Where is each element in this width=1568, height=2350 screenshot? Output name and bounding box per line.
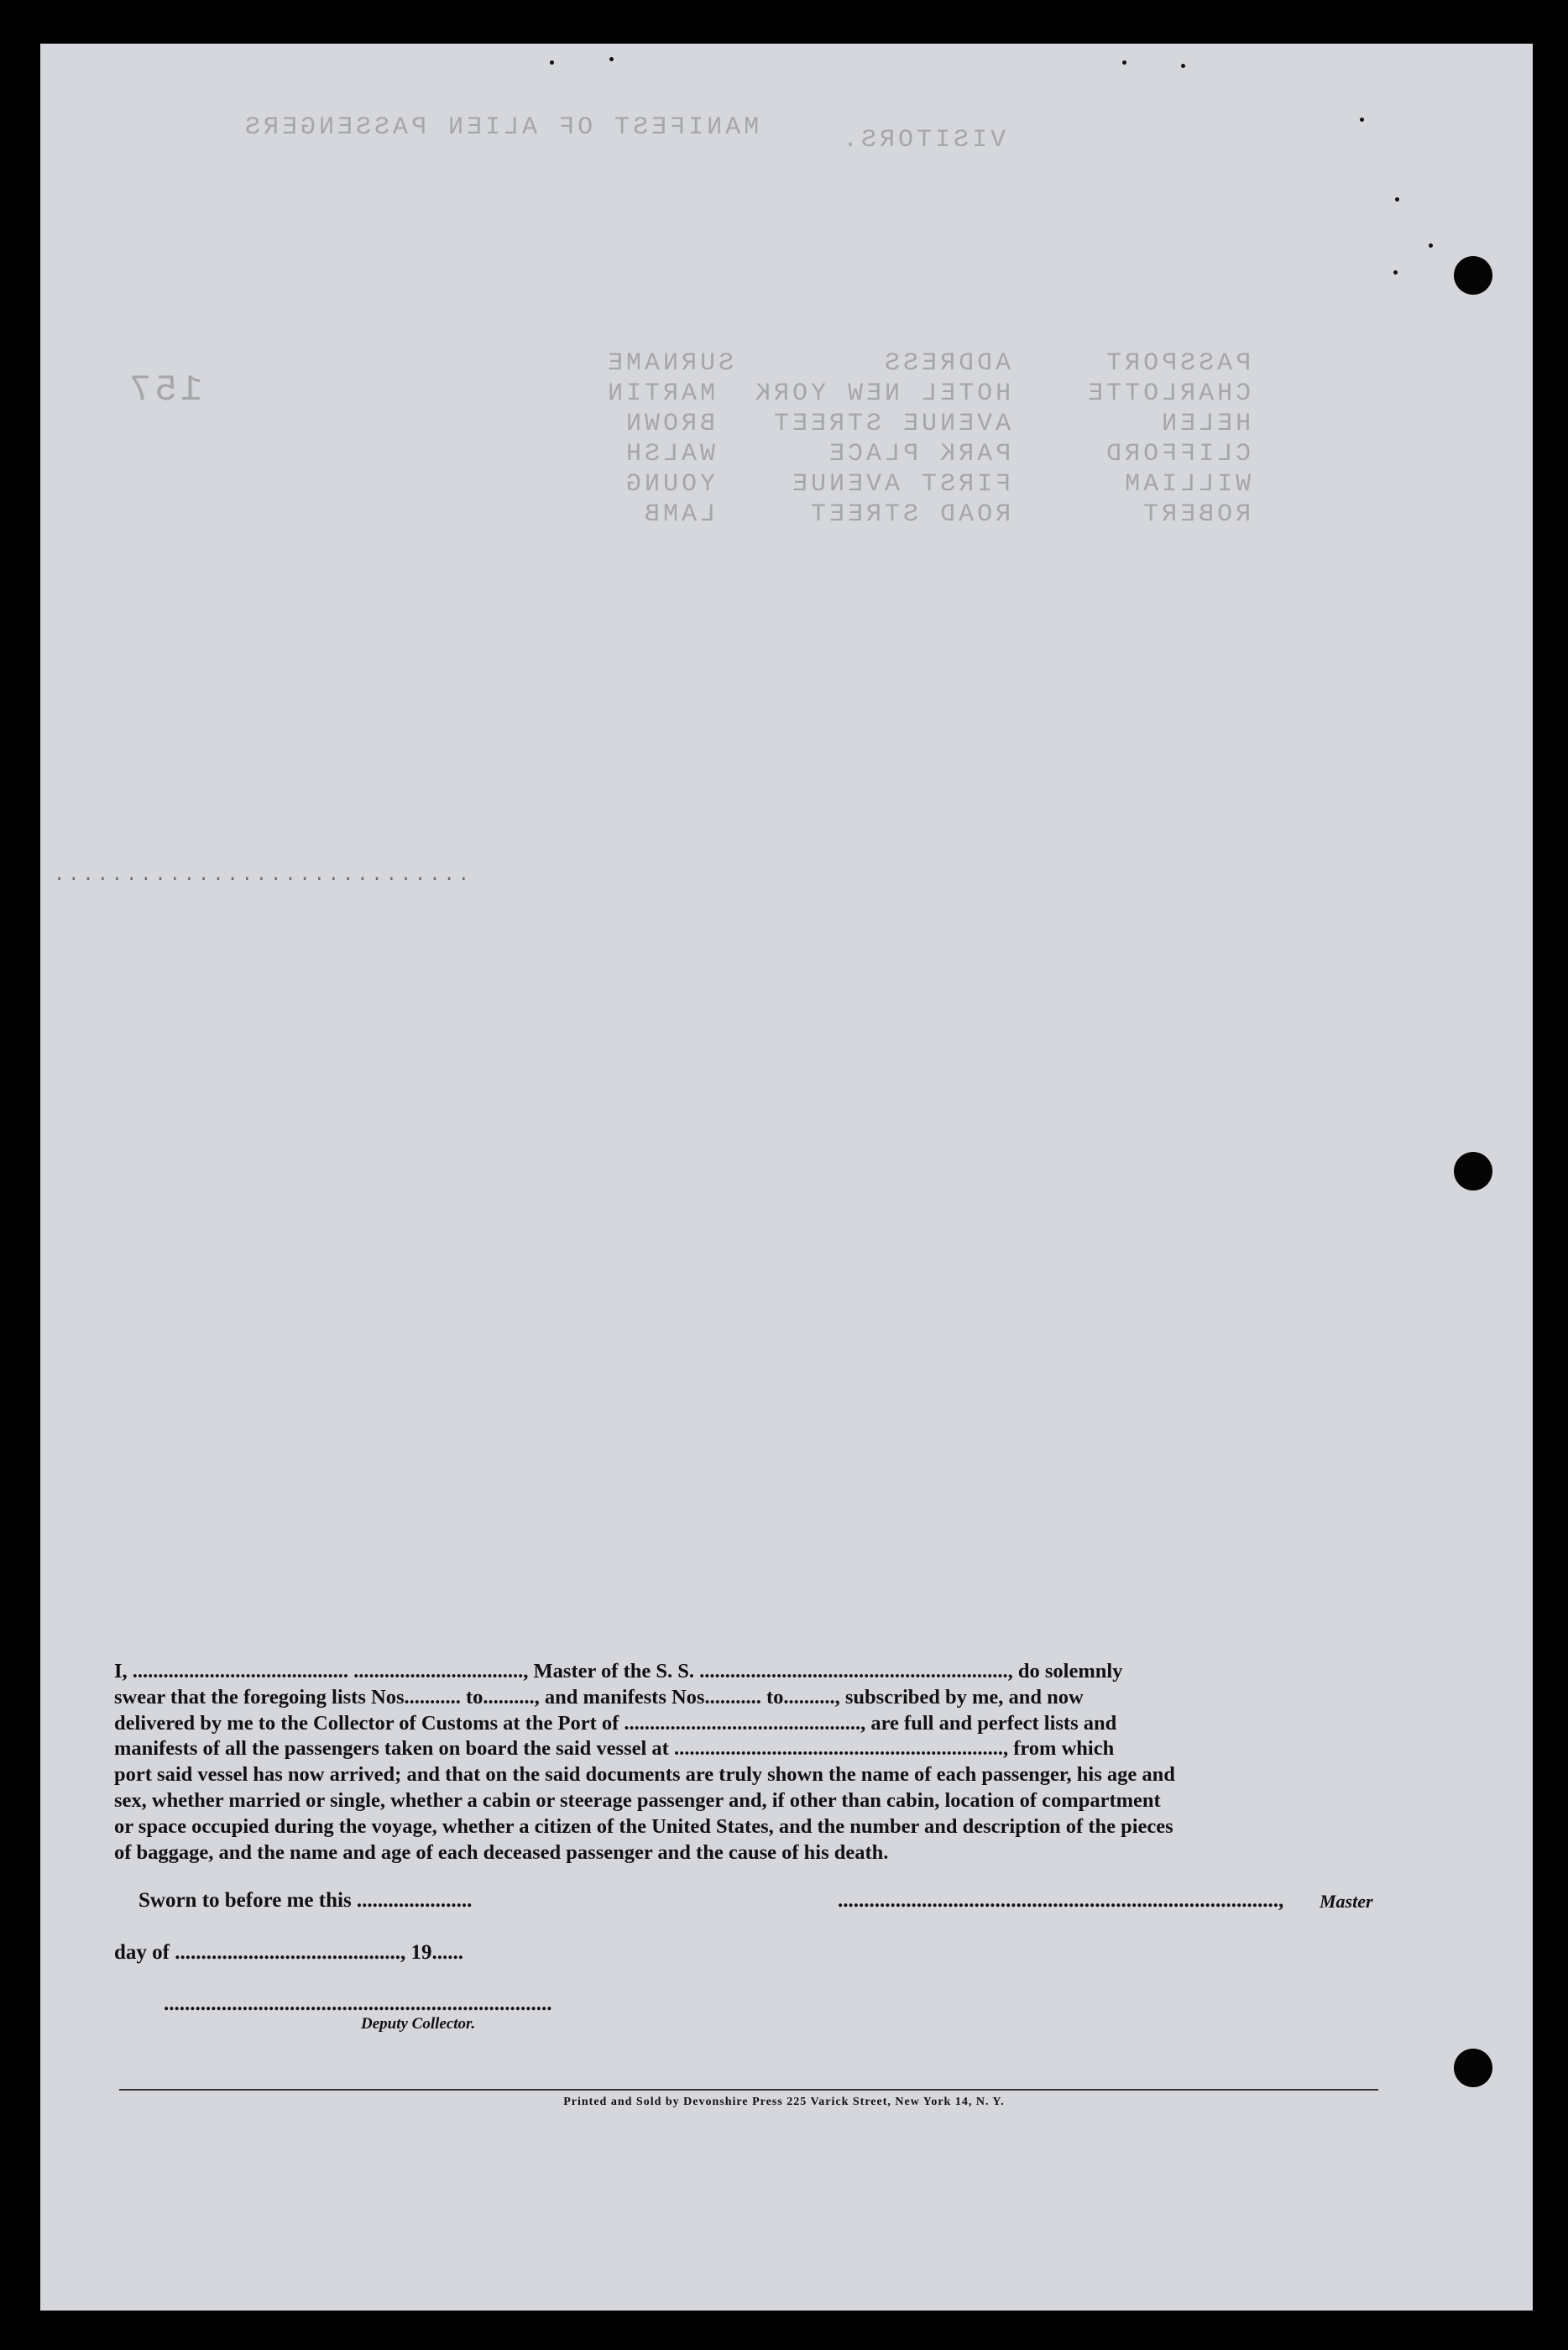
oath-line: of baggage, and the name and age of each deceased passenger and the cause of his death. [114,1840,889,1864]
oath-line: or space occupied during the voyage, whether a citizen of the United States, and the number and description of the pieces [114,1814,1173,1838]
oath-line: manifests of all the passengers taken on board the said vessel at ................................................................, from which [114,1737,1115,1761]
oath-line: I, .......................................... ................................., Master of the S. S. ............................................................, do solemnly [114,1660,1123,1683]
speck [1181,64,1185,68]
speck [1429,243,1433,248]
day-of-label: day of ..........................................., 19...... [114,1941,463,1964]
oath-paragraph [114,1659,1382,1866]
oath-line: swear that the foregoing lists Nos........... to.........., and manifests Nos........... to.........., subscribed by me, and now [114,1685,1084,1709]
oath-line: sex, whether married or single, whether a cabin or steerage passenger and, if other than cabin, location of compartment [114,1788,1161,1812]
bleed-through-visitors: VISITORS. [839,126,1006,154]
punch-hole-middle [1454,1152,1492,1191]
bleed-through-number: 157 [126,369,203,411]
bleed-through-column: PASSPORT ADDRESS SURNAME CHARLOTTE HOTEL NEW YORK MARTIN HELEN AVENUE STREET BROWN CLIFFORD PARK PLACE WALSH WILLIAM FIRST AVENUE YOUNG ROBERT ROAD STREET LAMB [604,349,1252,529]
punch-hole-top [1454,256,1492,295]
master-signature-line: ...................................................................................., [838,1889,1284,1912]
speck [1395,197,1399,202]
footer-rule [119,2089,1378,2091]
speck [1122,60,1126,65]
punch-hole-bottom [1454,2049,1492,2087]
sworn-before-label: Sworn to before me this ...................... [139,1889,473,1912]
deputy-collector-label: Deputy Collector. [361,2015,476,2033]
oath-line: port said vessel has now arrived; and that on the said documents are truly shown the name of each passenger, his age and [114,1763,1175,1787]
collector-signature-line: .......................................................................... [164,1992,552,2015]
oath-line: delivered by me to the Collector of Customs at the Port of .............................................., are full and perfect lists and [114,1711,1117,1735]
speck [1393,270,1398,275]
printer-credit: Printed and Sold by Devonshire Press 225 Varick Street, New York 14, N. Y. [563,2096,1005,2108]
speck [1360,118,1364,122]
bleed-through-header: MANIFEST OF ALIEN PASSENGERS [242,113,760,142]
speck [609,57,614,61]
speck [550,60,554,65]
bleed-through-dots: ............................. [50,865,469,886]
master-label: Master [1320,1891,1373,1912]
